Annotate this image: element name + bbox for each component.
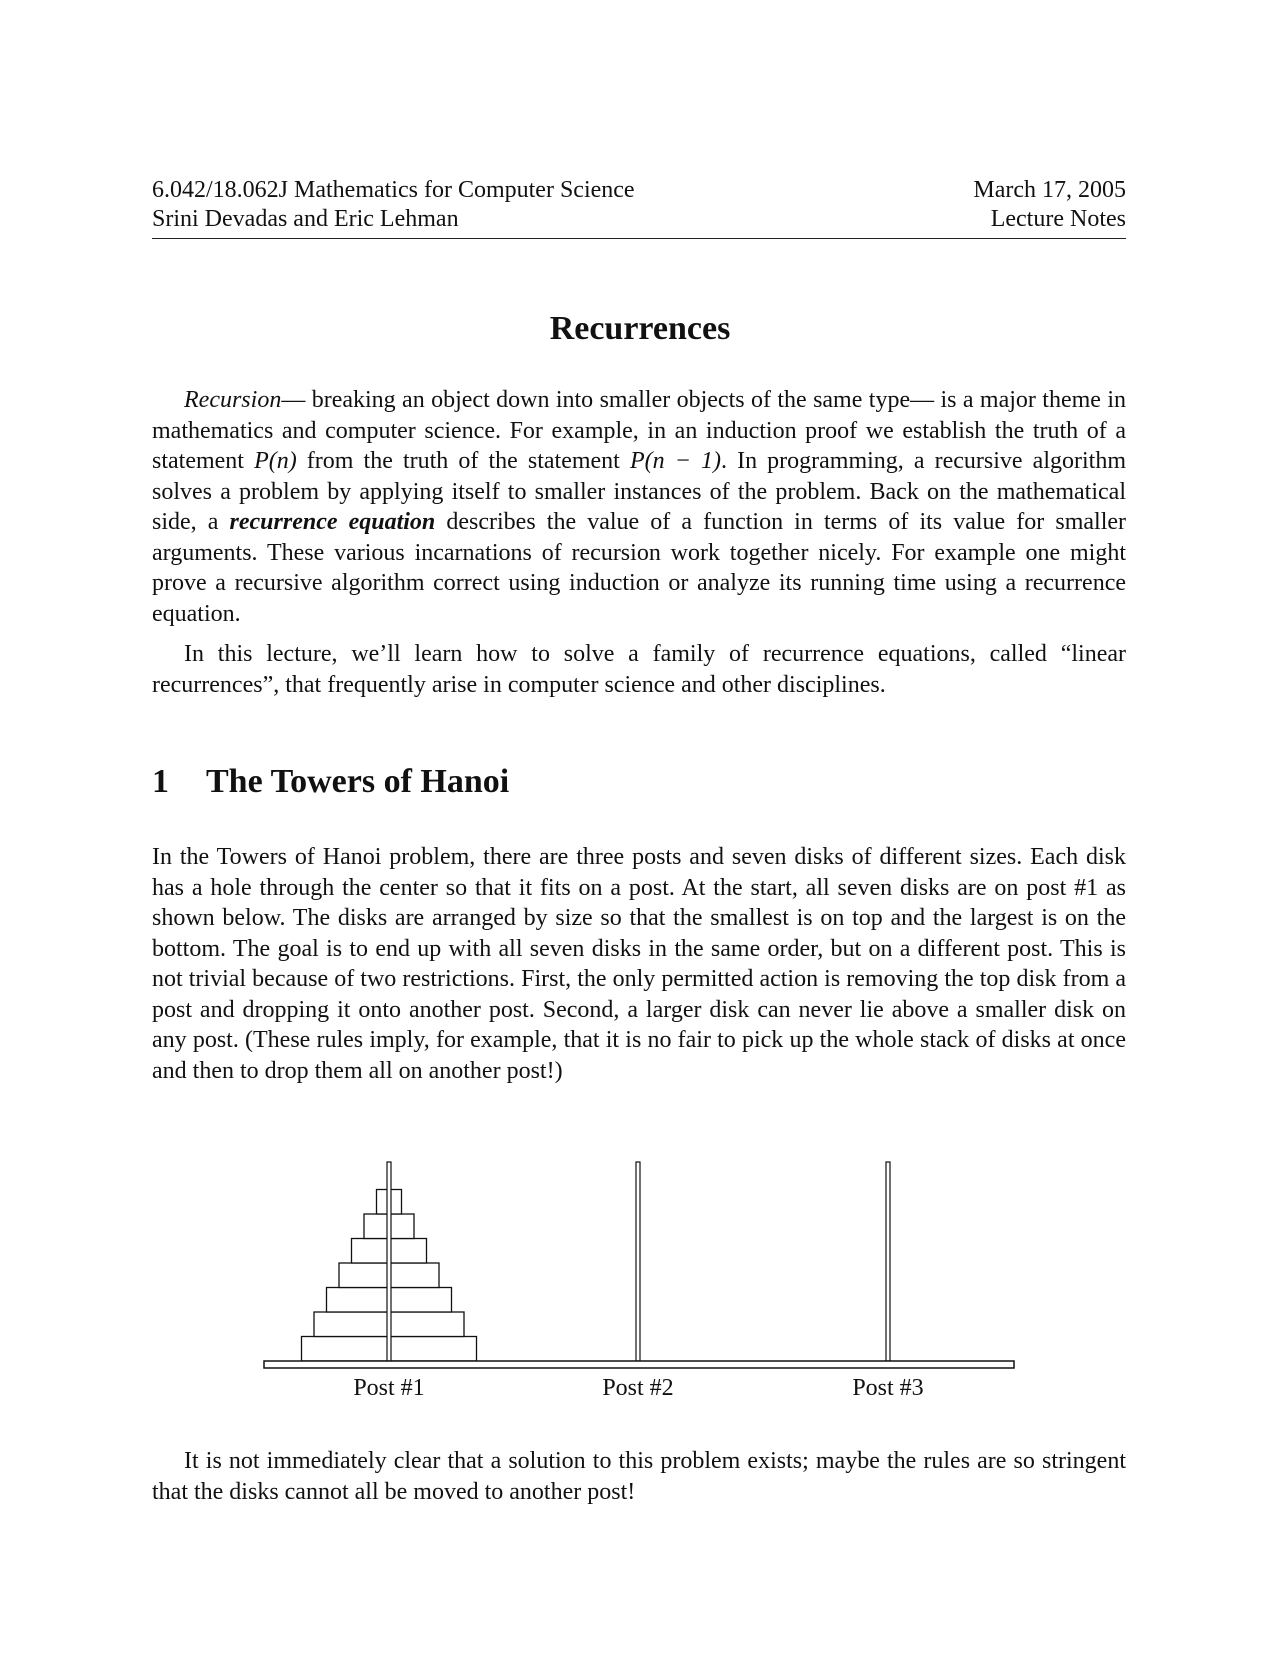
lecture-date: March 17, 2005	[973, 177, 1126, 203]
post-1	[387, 1162, 391, 1361]
authors: Srini Devadas and Eric Lehman	[152, 206, 459, 232]
math-p-n-minus-1: P(n − 1)	[629, 448, 721, 474]
post-1-label: Post #1	[353, 1375, 425, 1401]
post-3	[886, 1162, 890, 1361]
post-3-label: Post #3	[852, 1375, 924, 1401]
section-title: The Towers of Hanoi	[206, 763, 510, 800]
hanoi-paragraph-2: It is not immediately clear that a solution to this problem exists; maybe the rules are so stringent that the disks cannot all be moved to another post!	[152, 1448, 1126, 1505]
term-recursion: Recursion	[184, 387, 282, 413]
intro-paragraph-1: Recursion— breaking an object down into smaller objects of the same type— is a major theme in mathematics and computer science. For example, in an induction proof we establish the truth of a statement P(n) from the truth of the statement P(n − 1). In programming, a recursive algorithm solves a problem by applying itself to smaller instances of the problem. Back on the mathematical side, a recurrence equation describes the value of a function in terms of its value for smaller arguments. These various incarnations of recursion work together nicely. For example one might prove a recursive algorithm correct using induction or analyze its running time using a recurrence equation.	[152, 387, 1127, 627]
course-title: 6.042/18.062J Mathematics for Computer Science	[152, 177, 635, 203]
intro-paragraph-2: In this lecture, we’ll learn how to solve a family of recurrence equations, called “linear recurrences”, that frequently arise in computer science and other disciplines.	[152, 641, 1126, 698]
hanoi-paragraph-1: In the Towers of Hanoi problem, there are three posts and seven disks of different sizes. Each disk has a hole through the center so that it fits on a post. At the start, all seven disks are on post #1 as shown below. The disks are arranged by size so that the smallest is on top and the largest is on the bottom. The goal is to end up with all seven disks in the same order, but on a different post. This is not trivial because of two restrictions. First, the only permitted action is removing the top disk from a post and dropping it onto another post. Second, a larger disk can never lie above a smaller disk on any post. (These rules imply, for example, that it is no fair to pick up the whole stack of disks at once and then to drop them all on another post!)	[152, 844, 1126, 1084]
document-type: Lecture Notes	[990, 206, 1126, 232]
base-platform	[264, 1361, 1014, 1368]
term-recurrence-equation: recurrence equation	[229, 509, 436, 535]
page-title: Recurrences	[549, 310, 731, 347]
post-2	[636, 1162, 640, 1361]
math-p-n: P(n)	[254, 448, 297, 474]
section-number: 1	[152, 763, 169, 800]
post-2-label: Post #2	[602, 1375, 674, 1401]
